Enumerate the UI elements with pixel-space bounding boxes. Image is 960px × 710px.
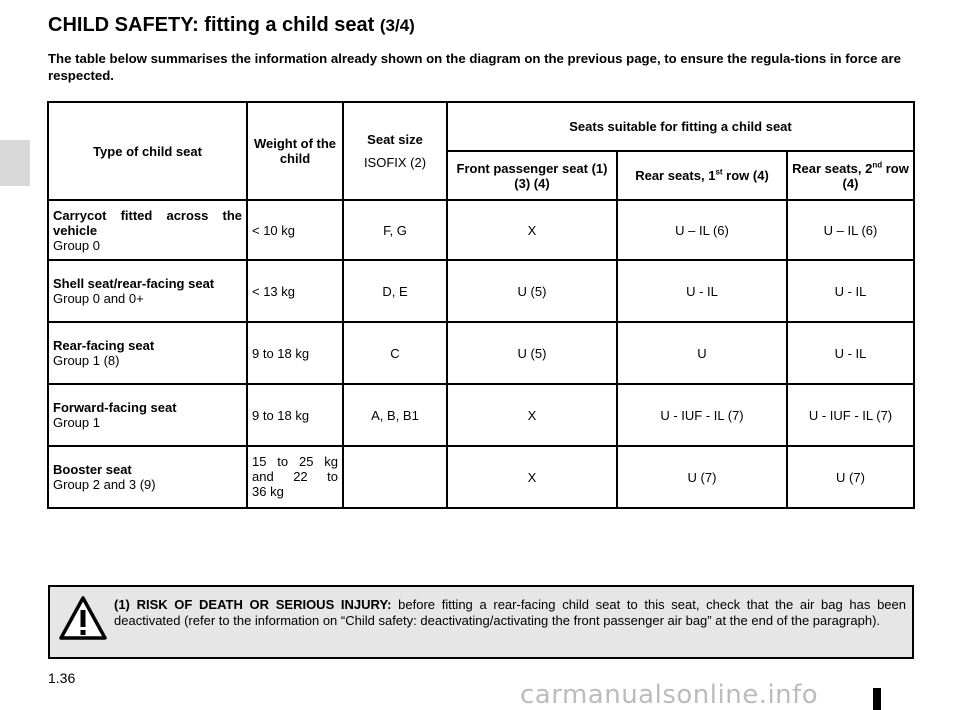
cell-type: [48, 200, 247, 260]
type-name: Rear-facing seat: [53, 338, 155, 353]
warning-triangle-icon: [58, 595, 108, 641]
cell-weight: < 13 kg: [247, 260, 343, 322]
cell-weight: 9 to 18 kg: [247, 384, 343, 446]
type-group: Group 1: [53, 415, 100, 430]
page-edge-marker: [873, 688, 881, 710]
type-group: Group 0: [53, 237, 100, 253]
warning-text-bold: (1) RISK OF DEATH OR SERIOUS INJURY:: [114, 597, 392, 612]
chapter-side-tab: [0, 140, 30, 186]
cell-rear-row-1: U - IL: [617, 260, 787, 322]
header-rear-row-1-prefix: Rear seats, 1: [635, 168, 716, 183]
type-group: Group 2 and 3 (9): [53, 477, 156, 492]
warning-box: [48, 585, 914, 659]
type-name: Carrycot fitted across the vehicle: [53, 207, 242, 238]
header-front-passenger: Front passenger seat (1) (3) (4): [447, 151, 617, 200]
header-type: Type of child seat: [48, 102, 247, 200]
cell-rear-row-2: U - IUF - IL (7): [787, 384, 914, 446]
cell-seat-size: A, B, B1: [343, 384, 447, 446]
header-rear-row-1-sup: st: [715, 167, 723, 177]
header-seat-size-sub: ISOFIX (2): [363, 155, 427, 170]
header-rear-row-2-prefix: Rear seats, 2: [792, 160, 873, 176]
cell-rear-row-2: U - IL: [787, 260, 914, 322]
header-rear-row-2: [787, 151, 914, 200]
weight-line-1: 15 to 25 kg: [252, 454, 338, 469]
cell-type: [48, 446, 247, 508]
cell-rear-row-1: U (7): [617, 446, 787, 508]
header-weight: Weight of the child: [247, 102, 343, 200]
cell-rear-row-2: U - IL: [787, 322, 914, 384]
page-title-part: (3/4): [379, 16, 415, 35]
cell-seat-size: F, G: [343, 200, 447, 260]
header-suitable-seats: Seats suitable for fitting a child seat: [447, 102, 914, 151]
table-header-row: [48, 102, 914, 151]
cell-rear-row-1: U: [617, 322, 787, 384]
cell-seat-size: [343, 446, 447, 508]
cell-seat-size: D, E: [343, 260, 447, 322]
cell-weight: 9 to 18 kg: [247, 322, 343, 384]
cell-weight: [247, 446, 343, 508]
warning-text-body: before fitting a rear-facing child seat to this seat, check that the air bag has been deactivated (refer to the information on “Child safety: deactivating/activating the front passenger air bag” at the end of the paragraph).: [114, 597, 906, 628]
type-group: Group 0 and 0+: [53, 291, 144, 306]
header-rear-row-1-suffix: row (4): [722, 168, 769, 183]
type-group: Group 1 (8): [53, 353, 120, 368]
cell-rear-row-1: U - IUF - IL (7): [617, 384, 787, 446]
cell-front: U (5): [447, 260, 617, 322]
cell-type: [48, 322, 247, 384]
weight-line-2: and 22 to: [252, 469, 338, 484]
cell-front: X: [447, 200, 617, 260]
cell-seat-size: C: [343, 322, 447, 384]
cell-rear-row-2: U – IL (6): [787, 200, 914, 260]
cell-weight: < 10 kg: [247, 200, 343, 260]
cell-front: X: [447, 446, 617, 508]
type-name: Booster seat: [53, 462, 132, 477]
cell-type: [48, 384, 247, 446]
header-seat-size: [343, 102, 447, 200]
header-rear-row-2-suffix: row (4): [842, 160, 909, 191]
cell-front: U (5): [447, 322, 617, 384]
watermark: carmanualsonline.info: [520, 680, 819, 710]
warning-text: [114, 597, 906, 629]
table-row: [48, 322, 914, 384]
table-row: [48, 260, 914, 322]
header-rear-row-1: [617, 151, 787, 200]
table-row: [48, 200, 914, 260]
cell-rear-row-2: U (7): [787, 446, 914, 508]
cell-front: X: [447, 384, 617, 446]
table-row: [48, 446, 914, 508]
child-seat-table: [47, 101, 915, 509]
header-seat-size-title: Seat size: [367, 132, 423, 147]
cell-rear-row-1: U – IL (6): [617, 200, 787, 260]
type-name: Forward-facing seat: [53, 400, 177, 415]
table-row: [48, 384, 914, 446]
page-title-text: CHILD SAFETY: fitting a child seat: [48, 14, 375, 36]
header-rear-row-2-sup: nd: [872, 160, 883, 170]
intro-paragraph: The table below summarises the information already shown on the diagram on the previous page, to ensure the regula-tions in force are respected.: [48, 51, 901, 83]
cell-type: [48, 260, 247, 322]
page-number: 1.36: [48, 670, 76, 686]
type-name: Shell seat/rear-facing seat: [53, 276, 215, 291]
page-title: [48, 14, 415, 37]
weight-line-3: 36 kg: [252, 484, 284, 499]
